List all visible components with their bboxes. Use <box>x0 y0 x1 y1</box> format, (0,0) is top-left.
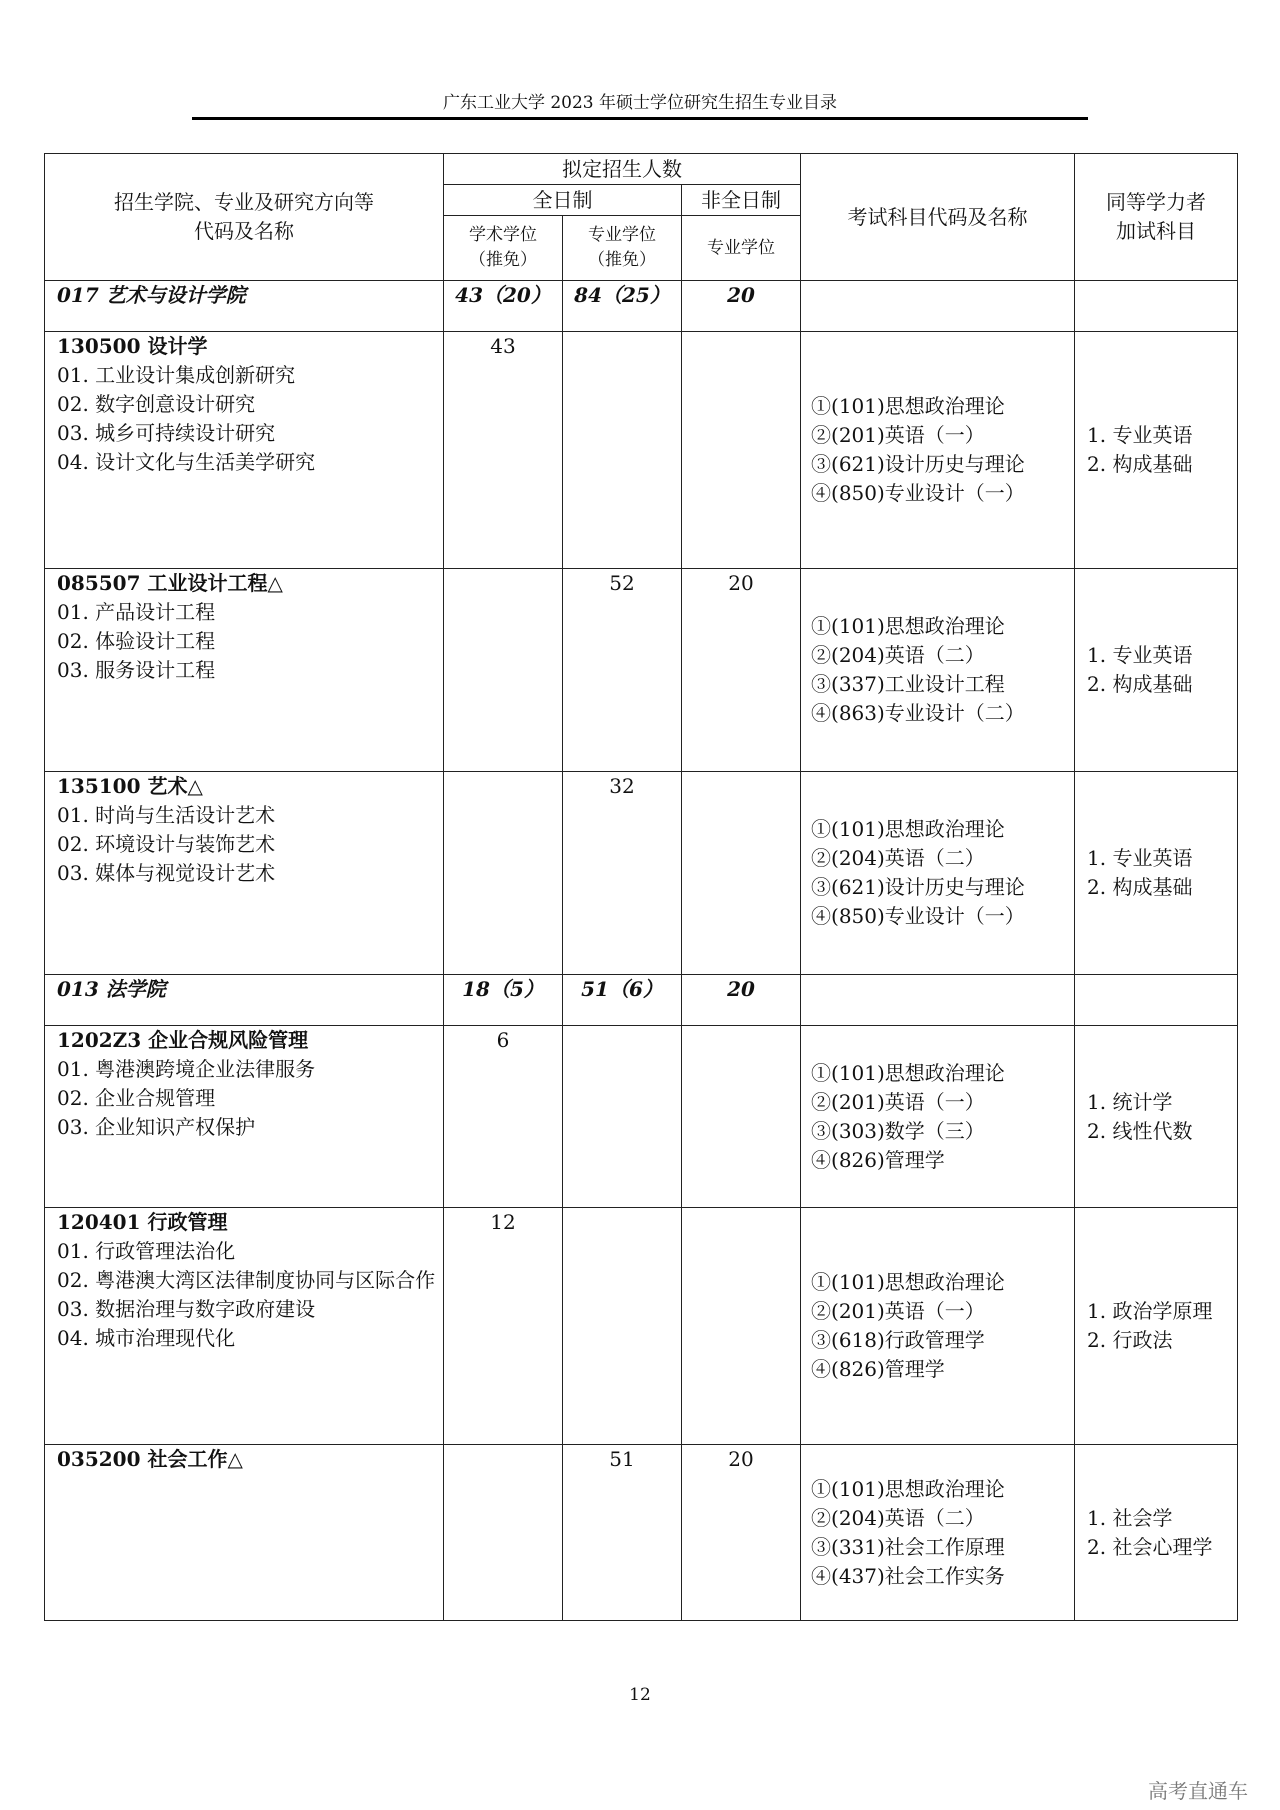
research-direction: 03. 城乡可持续设计研究 <box>57 421 276 445</box>
exam-subject: ①(101)思想政治理论 <box>811 614 1005 638</box>
program-row <box>45 1445 1238 1621</box>
extra-subject: 1. 政治学原理 <box>1087 1299 1213 1323</box>
extra-subjects <box>1075 1208 1238 1445</box>
exam-column-header: 考试科目代码及名称 <box>801 154 1075 281</box>
exam-subject: ③(331)社会工作原理 <box>811 1534 1005 1559</box>
research-direction: 01. 行政管理法治化 <box>57 1239 236 1263</box>
section-row <box>45 281 1238 332</box>
extra-subject: 2. 社会心理学 <box>1087 1534 1213 1559</box>
extra-subject: 1. 社会学 <box>1087 1505 1173 1530</box>
exam-subject: ③(337)工业设计工程 <box>811 672 1005 696</box>
research-direction: 02. 体验设计工程 <box>57 629 216 653</box>
program-column-header: 招生学院、专业及研究方向等 代码及名称 <box>45 154 444 281</box>
extra-subject: 1. 专业英语 <box>1087 643 1193 667</box>
exam-subjects <box>801 332 1075 569</box>
header-rule <box>192 117 1088 120</box>
academic-count <box>444 772 563 975</box>
part-time-header: 非全日制 <box>682 185 801 216</box>
exam-subject: ③(303)数学（三） <box>811 1118 985 1143</box>
extra-column-header: 同等学力者 加试科目 <box>1075 154 1238 281</box>
exam-subject: ④(826)管理学 <box>811 1147 945 1172</box>
exam-subject: ①(101)思想政治理论 <box>811 817 1005 841</box>
exam-subject: ②(201)英语（一） <box>811 423 985 447</box>
part-time-count <box>682 772 801 975</box>
program-row <box>45 772 1238 975</box>
exam-subjects <box>801 772 1075 975</box>
table-header-row-1 <box>45 154 1238 185</box>
program-cell <box>45 1208 444 1445</box>
section-row <box>45 975 1238 1026</box>
research-direction: 03. 企业知识产权保护 <box>57 1115 256 1139</box>
research-direction: 03. 服务设计工程 <box>57 658 216 682</box>
exam-subjects <box>801 1445 1075 1621</box>
exam-subject: ④(437)社会工作实务 <box>811 1563 1005 1588</box>
academic-count <box>444 569 563 772</box>
program-row <box>45 569 1238 772</box>
extra-subject: 2. 构成基础 <box>1087 672 1193 696</box>
academic-count: 6 <box>444 1026 563 1208</box>
professional-count <box>563 1026 682 1208</box>
professional-count: 52 <box>563 569 682 772</box>
section-academic-count: 43（20） <box>444 281 563 332</box>
program-cell <box>45 1026 444 1208</box>
professional-count <box>563 1208 682 1445</box>
page-number: 12 <box>629 1685 651 1705</box>
extra-subjects <box>1075 1445 1238 1621</box>
exam-subject: ①(101)思想政治理论 <box>811 1476 1005 1501</box>
research-direction: 01. 粤港澳跨境企业法律服务 <box>57 1057 316 1081</box>
program-cell <box>45 1445 444 1621</box>
program-cell <box>45 332 444 569</box>
part-time-count <box>682 332 801 569</box>
exam-subjects <box>801 1026 1075 1208</box>
part-time-count <box>682 1026 801 1208</box>
extra-subject: 1. 专业英语 <box>1087 846 1193 870</box>
extra-subjects <box>1075 332 1238 569</box>
part-time-count: 20 <box>682 569 801 772</box>
program-title: 035200 社会工作△ <box>57 1447 243 1471</box>
part-time-professional-header: 专业学位 <box>682 216 801 281</box>
professional-count <box>563 332 682 569</box>
program-cell <box>45 569 444 772</box>
section-exam-empty <box>801 975 1075 1026</box>
exam-subject: ②(204)英语（二） <box>811 1505 985 1530</box>
research-direction: 02. 数字创意设计研究 <box>57 392 256 416</box>
program-title: 130500 设计学 <box>57 334 208 358</box>
research-direction: 04. 城市治理现代化 <box>57 1326 236 1350</box>
research-direction: 04. 设计文化与生活美学研究 <box>57 450 316 474</box>
exam-subjects <box>801 1208 1075 1445</box>
section-exam-empty <box>801 281 1075 332</box>
section-professional-count: 84（25） <box>563 281 682 332</box>
extra-subjects <box>1075 772 1238 975</box>
program-cell <box>45 772 444 975</box>
professional-degree-header: 专业学位 （推免） <box>563 216 682 281</box>
plan-count-header: 拟定招生人数 <box>444 154 801 185</box>
program-title: 1202Z3 企业合规风险管理 <box>57 1028 309 1052</box>
academic-count <box>444 1445 563 1621</box>
professional-count: 32 <box>563 772 682 975</box>
program-title: 085507 工业设计工程△ <box>57 571 283 595</box>
academic-degree-header: 学术学位 （推免） <box>444 216 563 281</box>
program-row <box>45 1208 1238 1445</box>
page-header-title: 广东工业大学 2023 年硕士学位研究生招生专业目录 <box>442 93 838 113</box>
exam-subjects <box>801 569 1075 772</box>
extra-subjects <box>1075 569 1238 772</box>
exam-subject: ②(204)英语（二） <box>811 846 985 870</box>
program-row <box>45 332 1238 569</box>
research-direction: 02. 粤港澳大湾区法律制度协同与区际合作 <box>57 1268 436 1292</box>
academic-count: 43 <box>444 332 563 569</box>
section-name: 017 艺术与设计学院 <box>45 281 444 332</box>
program-title: 120401 行政管理 <box>57 1210 228 1234</box>
exam-subject: ②(204)英语（二） <box>811 643 985 667</box>
extra-subject: 2. 线性代数 <box>1087 1118 1193 1143</box>
extra-subject: 2. 构成基础 <box>1087 875 1193 899</box>
exam-subject: ③(621)设计历史与理论 <box>811 875 1025 899</box>
full-time-header: 全日制 <box>444 185 682 216</box>
exam-subject: ④(850)专业设计（一） <box>811 481 1025 505</box>
extra-subject: 1. 专业英语 <box>1087 423 1193 447</box>
research-direction: 01. 工业设计集成创新研究 <box>57 363 296 387</box>
exam-subject: ①(101)思想政治理论 <box>811 1060 1005 1085</box>
section-professional-count: 51（6） <box>563 975 682 1026</box>
exam-subject: ④(826)管理学 <box>811 1357 945 1381</box>
extra-subjects <box>1075 1026 1238 1208</box>
exam-subject: ①(101)思想政治理论 <box>811 1270 1005 1294</box>
research-direction: 02. 企业合规管理 <box>57 1086 216 1110</box>
research-direction: 01. 产品设计工程 <box>57 600 216 624</box>
exam-subject: ①(101)思想政治理论 <box>811 394 1005 418</box>
professional-count: 51 <box>563 1445 682 1621</box>
extra-subject: 2. 行政法 <box>1087 1328 1173 1352</box>
program-title: 135100 艺术△ <box>57 774 203 798</box>
research-direction: 03. 数据治理与数字政府建设 <box>57 1297 316 1321</box>
research-direction: 03. 媒体与视觉设计艺术 <box>57 861 276 885</box>
part-time-count: 20 <box>682 1445 801 1621</box>
section-extra-empty <box>1075 281 1238 332</box>
watermark: 高考直通车 <box>1148 1779 1248 1803</box>
exam-subject: ③(618)行政管理学 <box>811 1328 985 1352</box>
research-direction: 02. 环境设计与装饰艺术 <box>57 832 276 856</box>
admission-catalog-table <box>44 153 1238 1621</box>
section-part-time-count: 20 <box>682 975 801 1026</box>
research-direction: 01. 时尚与生活设计艺术 <box>57 803 276 827</box>
section-academic-count: 18（5） <box>444 975 563 1026</box>
exam-subject: ④(863)专业设计（二） <box>811 701 1025 725</box>
program-row <box>45 1026 1238 1208</box>
exam-subject: ②(201)英语（一） <box>811 1299 985 1323</box>
exam-subject: ④(850)专业设计（一） <box>811 904 1025 928</box>
section-name: 013 法学院 <box>45 975 444 1026</box>
academic-count: 12 <box>444 1208 563 1445</box>
exam-subject: ③(621)设计历史与理论 <box>811 452 1025 476</box>
extra-subject: 2. 构成基础 <box>1087 452 1193 476</box>
section-extra-empty <box>1075 975 1238 1026</box>
extra-subject: 1. 统计学 <box>1087 1089 1173 1114</box>
section-part-time-count: 20 <box>682 281 801 332</box>
part-time-count <box>682 1208 801 1445</box>
exam-subject: ②(201)英语（一） <box>811 1089 985 1114</box>
